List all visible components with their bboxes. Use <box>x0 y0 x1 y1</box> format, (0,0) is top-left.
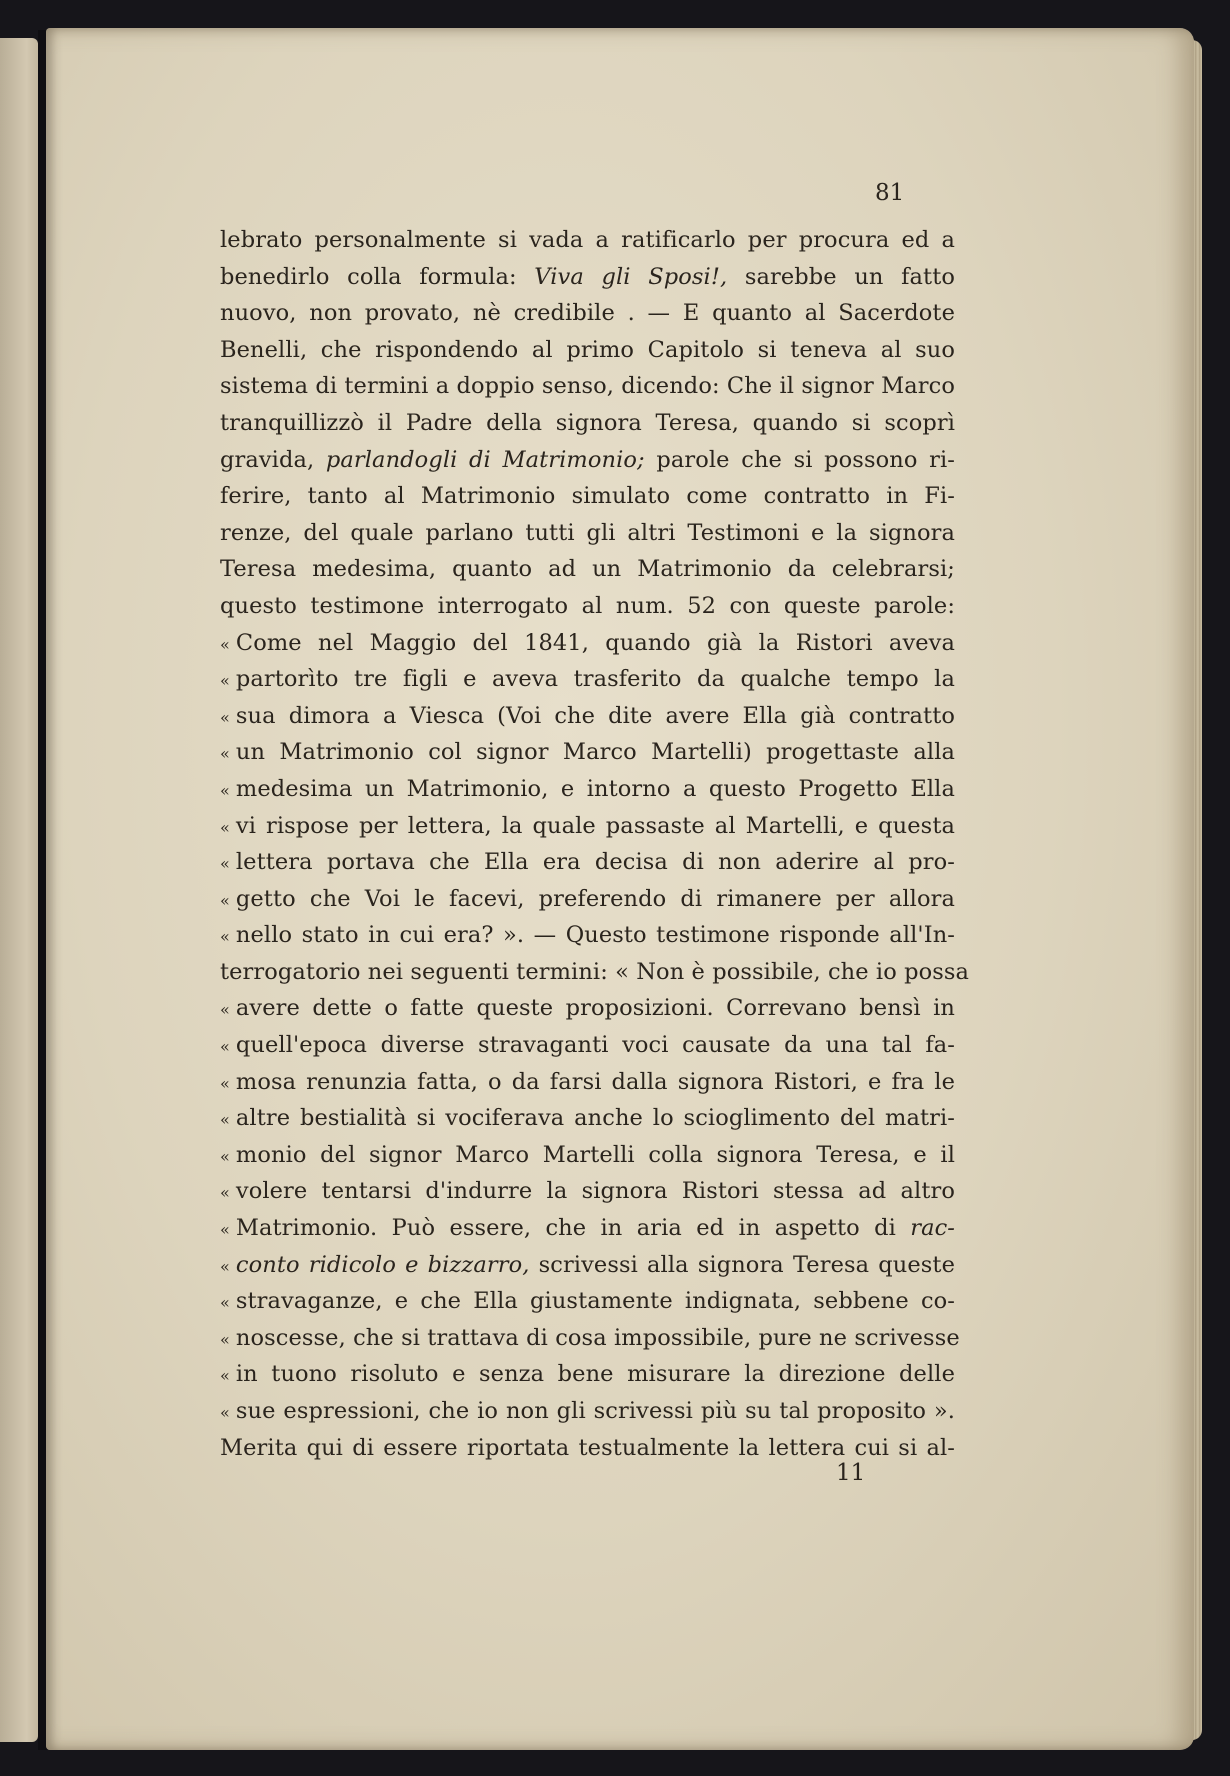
text-line <box>220 1100 955 1137</box>
text-line <box>220 259 955 296</box>
line-text: renze, del quale parlano tutti gli altri Testimoni e la signora <box>220 519 955 546</box>
text-line <box>220 625 955 662</box>
quote-mark: « <box>220 890 230 910</box>
quote-mark: « <box>220 1183 230 1203</box>
text-line <box>220 1173 955 1210</box>
line-text: altre bestialità si vociferava anche lo scioglimento del matri- <box>235 1105 955 1132</box>
line-text: avere dette o fatte queste proposizioni. Correvano bensì in <box>235 995 955 1022</box>
line-text: monio del signor Marco Martelli colla signora Teresa, e il <box>235 1141 955 1168</box>
text-line <box>220 990 955 1027</box>
text-line <box>220 515 955 552</box>
quote-mark: « <box>220 1293 230 1313</box>
text-line <box>220 1064 955 1101</box>
text-line <box>220 1320 960 1357</box>
line-text: sue espressioni, che io non gli scrivessi più su tal proposito ». <box>235 1398 955 1424</box>
line-text: lettera portava che Ella era decisa di non aderire al pro- <box>235 849 955 876</box>
line-italic-text: Viva gli Sposi!, <box>534 263 728 290</box>
line-text: terrogatorio nei seguenti termini: « Non è possibile, che io possa <box>220 958 970 985</box>
line-text: volere tentarsi d'indurre la signora Ristori stessa ad altro <box>235 1178 955 1205</box>
line-text: partorìto tre figli e aveva trasferito da qualche tempo la <box>235 666 955 693</box>
text-line <box>220 1210 955 1247</box>
text-line <box>220 1283 955 1320</box>
text-line <box>220 478 955 515</box>
quote-mark: « <box>220 1146 230 1166</box>
quote-mark: « <box>220 1403 230 1422</box>
quote-mark: « <box>220 744 230 764</box>
text-line <box>220 661 955 698</box>
line-text: Matrimonio. Può essere, che in aria ed in aspetto di <box>235 1215 911 1242</box>
quote-mark: « <box>220 927 230 947</box>
line-text: stravaganze, e che Ella giustamente indignata, sebbene co- <box>235 1288 955 1315</box>
line-text: quell'epoca diverse stravaganti voci causate da una tal fa- <box>235 1032 955 1059</box>
line-text: scrivessi alla signora Teresa queste <box>529 1251 955 1278</box>
quote-mark: « <box>220 1220 230 1240</box>
line-text: vi rispose per lettera, la quale passaste al Martelli, e questa <box>235 812 955 839</box>
text-line <box>220 954 970 991</box>
quote-mark: « <box>220 780 230 800</box>
body-text <box>220 222 970 1466</box>
quote-mark: « <box>220 1329 230 1349</box>
quote-mark: « <box>220 671 230 691</box>
line-text: sarebbe un fatto <box>727 263 955 290</box>
quote-mark: « <box>220 1000 230 1020</box>
text-line <box>220 698 955 735</box>
text-line <box>220 588 955 625</box>
quote-mark: « <box>220 634 230 654</box>
quote-mark: « <box>220 1256 230 1276</box>
line-text: medesima un Matrimonio, e intorno a questo Progetto Ella <box>235 775 955 802</box>
text-line <box>220 844 955 881</box>
line-text: questo testimone interrogato al num. 52 con queste parole: <box>220 592 955 619</box>
previous-page-edge <box>0 38 38 1742</box>
line-text: noscesse, che si trattava di cosa impossibile, pure ne scrivesse <box>235 1324 960 1351</box>
text-line <box>220 332 955 369</box>
text-line <box>220 1393 955 1430</box>
line-text: lebrato personalmente si vada a ratificarlo per procura ed a <box>220 227 955 253</box>
line-text: Teresa medesima, quanto ad un Matrimonio da celebrarsi; <box>220 556 955 583</box>
quote-mark: « <box>220 1073 230 1093</box>
quote-mark: « <box>220 707 230 727</box>
line-text: Come nel Maggio del 1841, quando già la Ristori aveva <box>235 629 955 656</box>
text-line <box>220 808 955 845</box>
line-text: in tuono risoluto e senza bene misurare la direzione delle <box>235 1361 955 1388</box>
quote-mark: « <box>220 1366 230 1386</box>
text-line <box>220 1247 955 1284</box>
line-text: mosa renunzia fatta, o da farsi dalla signora Ristori, e fra le <box>235 1068 955 1095</box>
line-text: Benelli, che rispondendo al primo Capitolo si teneva al suo <box>220 336 955 363</box>
line-text: parole che si possono ri- <box>644 446 955 473</box>
text-line <box>220 368 955 405</box>
line-italic-text: rac- <box>910 1215 955 1242</box>
text-line <box>220 222 955 259</box>
line-text: benedirlo colla formula: <box>220 263 535 290</box>
quote-mark: « <box>220 1110 230 1130</box>
quote-mark: « <box>220 854 230 874</box>
line-italic-text: parlandogli di Matrimonio; <box>325 446 645 473</box>
line-text: nuovo, non provato, nè credibile . — E quanto al Sacerdote <box>220 300 955 327</box>
text-line <box>220 1137 955 1174</box>
line-text: tranquillizzò il Padre della signora Teresa, quando si scoprì <box>220 409 955 436</box>
text-line <box>220 1356 955 1393</box>
text-line <box>220 295 955 332</box>
text-line <box>220 405 955 442</box>
quote-mark: « <box>220 817 230 837</box>
quote-mark: « <box>220 1037 230 1057</box>
signature-mark: 11 <box>836 1460 866 1486</box>
text-line <box>220 551 955 588</box>
text-line <box>220 1027 955 1064</box>
line-text: nello stato in cui era? ». — Questo testimone risponde all'In- <box>235 922 955 949</box>
line-text: getto che Voi le facevi, preferendo di rimanere per allora <box>235 885 955 912</box>
line-text: gravida, <box>220 446 326 473</box>
text-line <box>220 917 955 954</box>
line-text: un Matrimonio col signor Marco Martelli) progettaste alla <box>235 739 955 766</box>
line-text: sua dimora a Viesca (Voi che dite avere Ella già contratto <box>235 702 955 729</box>
page-number: 81 <box>875 180 905 206</box>
line-text: sistema di termini a doppio senso, dicendo: Che il signor Marco <box>220 373 955 400</box>
text-line <box>220 771 955 808</box>
line-italic-text: conto ridicolo e bizzarro, <box>235 1251 530 1278</box>
text-line <box>220 734 955 771</box>
text-line <box>220 881 955 918</box>
line-text: ferire, tanto al Matrimonio simulato come contratto in Fi- <box>220 483 955 510</box>
text-line <box>220 442 955 479</box>
line-text: Merita qui di essere riportata testualmente la lettera cui si al- <box>220 1434 955 1461</box>
